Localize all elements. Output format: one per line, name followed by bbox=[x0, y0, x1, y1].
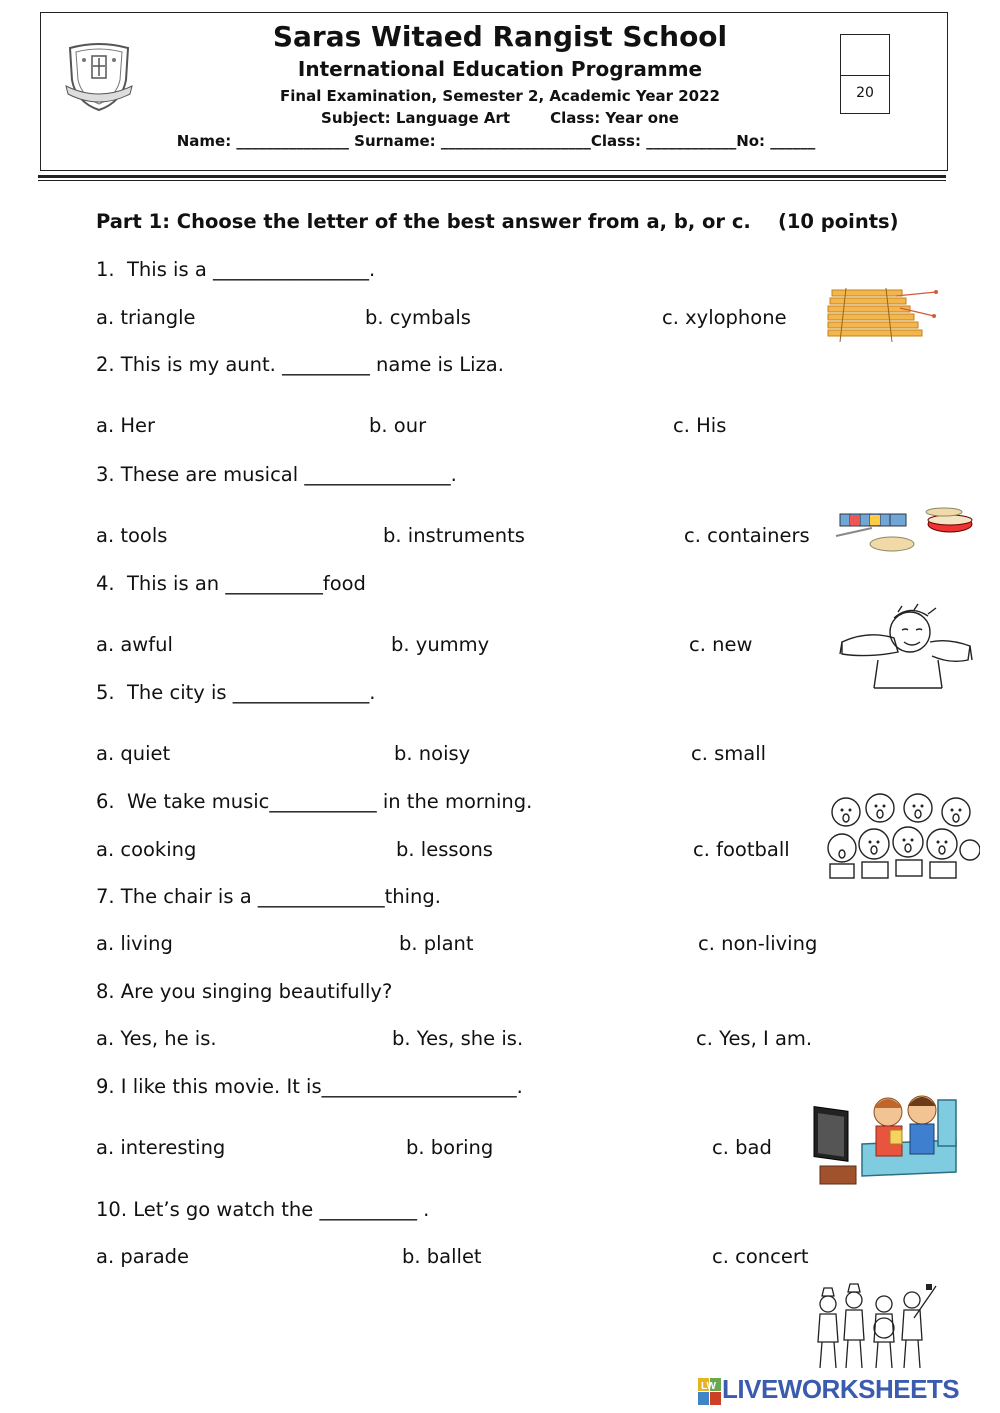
student-name-field[interactable]: Name: _______________ Surname: ____________________Class: ____________No: ______ bbox=[176, 132, 816, 150]
q2-option-a[interactable]: a. Her bbox=[96, 414, 156, 437]
q7-option-a[interactable]: a. living bbox=[96, 932, 173, 955]
question-8: 8. Are you singing beautifully? bbox=[96, 980, 393, 1003]
part-1-title: Part 1: Choose the letter of the best answer from a, b, or c. (10 points) bbox=[96, 210, 899, 233]
header-rule bbox=[38, 175, 946, 178]
header-rule-thin bbox=[38, 180, 946, 181]
q6-option-c[interactable]: c. football bbox=[693, 838, 790, 861]
q1-option-c[interactable]: c. xylophone bbox=[662, 306, 787, 329]
q8-option-b[interactable]: b. Yes, she is. bbox=[392, 1027, 524, 1050]
subject-line bbox=[200, 109, 800, 127]
question-6: 6. We take music___________ in the morning. bbox=[96, 790, 533, 813]
q8-option-a[interactable]: a. Yes, he is. bbox=[96, 1027, 217, 1050]
watermark: LIVEWORKSHEETS bbox=[722, 1374, 960, 1404]
school-name: Saras Witaed Rangist School bbox=[272, 20, 728, 53]
q4-option-b[interactable]: b. yummy bbox=[391, 633, 490, 656]
q9-option-b[interactable]: b. boring bbox=[406, 1136, 494, 1159]
subject-label: Subject: Language Art bbox=[321, 109, 511, 127]
q7-option-c[interactable]: c. non-living bbox=[698, 932, 818, 955]
q5-option-b[interactable]: b. noisy bbox=[394, 742, 471, 765]
q10-option-b[interactable]: b. ballet bbox=[402, 1245, 482, 1268]
q7-option-b[interactable]: b. plant bbox=[399, 932, 474, 955]
score-divider bbox=[841, 75, 889, 76]
q3-option-a[interactable]: a. tools bbox=[96, 524, 168, 547]
q8-option-c[interactable]: c. Yes, I am. bbox=[696, 1027, 813, 1050]
q1-option-b[interactable]: b. cymbals bbox=[365, 306, 471, 329]
question-2: 2. This is my aunt. _________ name is Liza. bbox=[96, 353, 504, 376]
q5-option-a[interactable]: a. quiet bbox=[96, 742, 171, 765]
score-total: 20 bbox=[856, 85, 874, 101]
xylophone-picture bbox=[826, 286, 938, 344]
q9-option-a[interactable]: a. interesting bbox=[96, 1136, 226, 1159]
q2-option-c[interactable]: c. His bbox=[673, 414, 727, 437]
q6-option-b[interactable]: b. lessons bbox=[396, 838, 493, 861]
q4-option-c[interactable]: c. new bbox=[689, 633, 753, 656]
class-label: Class: Year one bbox=[550, 109, 679, 127]
parade-band-picture bbox=[814, 1282, 938, 1370]
musical-instruments-picture bbox=[832, 506, 976, 554]
liveworksheets-logo-icon bbox=[698, 1378, 722, 1406]
exam-title: Final Examination, Semester 2, Academic Year 2022 bbox=[280, 87, 720, 105]
programme-title: International Education Programme bbox=[297, 57, 703, 81]
question-4: 4. This is an __________food bbox=[96, 572, 366, 595]
q5-option-c[interactable]: c. small bbox=[691, 742, 767, 765]
question-5: 5. The city is ______________. bbox=[96, 681, 376, 704]
children-singing-picture bbox=[826, 792, 980, 882]
q6-option-a[interactable]: a. cooking bbox=[96, 838, 197, 861]
q10-option-c[interactable]: c. concert bbox=[712, 1245, 809, 1268]
q2-option-b[interactable]: b. our bbox=[369, 414, 427, 437]
q1-option-a[interactable]: a. triangle bbox=[96, 306, 196, 329]
q3-option-b[interactable]: b. instruments bbox=[383, 524, 525, 547]
question-10: 10. Let’s go watch the __________ . bbox=[96, 1198, 430, 1221]
q9-option-c[interactable]: c. bad bbox=[712, 1136, 772, 1159]
q10-option-a[interactable]: a. parade bbox=[96, 1245, 190, 1268]
question-9: 9. I like this movie. It is____________________. bbox=[96, 1075, 523, 1098]
school-crest-logo bbox=[64, 40, 134, 112]
question-3: 3. These are musical _______________. bbox=[96, 463, 457, 486]
q3-option-c[interactable]: c. containers bbox=[684, 524, 810, 547]
person-eating-picture bbox=[838, 602, 974, 690]
q4-option-a[interactable]: a. awful bbox=[96, 633, 173, 656]
kids-watching-tv-picture bbox=[810, 1086, 960, 1190]
question-7: 7. The chair is a _____________thing. bbox=[96, 885, 441, 908]
question-1: 1. This is a ________________. bbox=[96, 258, 376, 281]
badge-letter-l: LW bbox=[701, 1381, 716, 1392]
score-box bbox=[840, 34, 890, 114]
